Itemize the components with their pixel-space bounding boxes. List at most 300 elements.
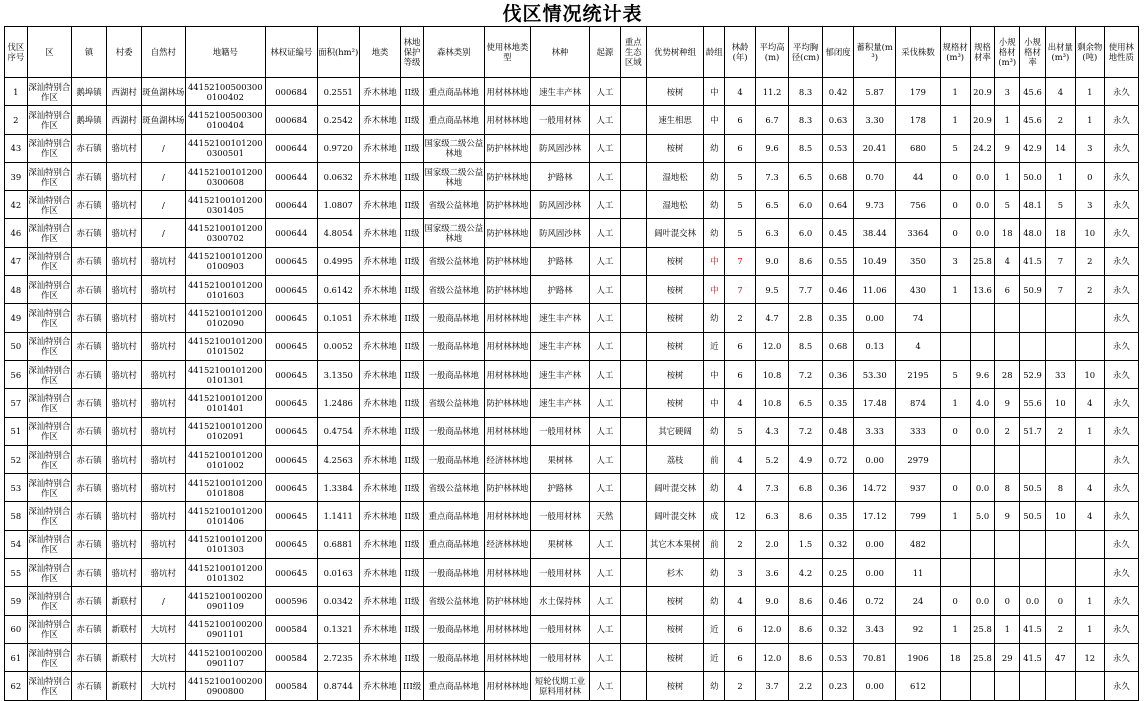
table-cell: 阔叶混交林 — [646, 219, 704, 247]
table-cell: 骆坑村 — [107, 162, 142, 190]
table-cell: 4 — [725, 445, 756, 473]
table-cell: 57 — [5, 389, 28, 417]
table-cell: 4 — [725, 389, 756, 417]
table-cell: 前 — [704, 530, 725, 558]
table-cell: 12.0 — [756, 615, 789, 643]
table-cell: / — [142, 587, 185, 615]
table-cell: 6.8 — [789, 474, 823, 502]
table-cell: 14 — [1045, 134, 1075, 162]
table-cell: 永久 — [1104, 559, 1138, 587]
table-cell — [620, 559, 646, 587]
table-cell — [995, 530, 1020, 558]
table-cell: 000645 — [266, 304, 318, 332]
table-cell: 000644 — [266, 191, 318, 219]
table-cell: 0.36 — [823, 474, 854, 502]
column-header: 林权证编号 — [266, 27, 318, 78]
table-cell: 12.0 — [756, 643, 789, 671]
table-cell: 441521001012000100903 — [185, 247, 265, 275]
column-header: 地籍号 — [185, 27, 265, 78]
table-cell: 速生丰产林 — [531, 304, 590, 332]
table-cell: 9 — [995, 134, 1020, 162]
table-cell: / — [142, 162, 185, 190]
table-cell: 一般用材林 — [531, 615, 590, 643]
table-cell: 深汕特别合作区 — [27, 417, 71, 445]
table-cell: 20.9 — [970, 106, 995, 134]
table-cell: 7.7 — [789, 276, 823, 304]
table-cell: 2979 — [896, 445, 940, 473]
table-cell: 10.8 — [756, 389, 789, 417]
table-cell: II级 — [401, 276, 424, 304]
table-cell: 5.2 — [756, 445, 789, 473]
table-cell: 4 — [725, 587, 756, 615]
table-cell: II级 — [401, 445, 424, 473]
column-header: 小规格材率 — [1020, 27, 1046, 78]
table-cell: 3.7 — [756, 672, 789, 700]
table-cell: 骆坑村 — [142, 360, 185, 388]
table-cell — [620, 106, 646, 134]
table-cell: 深汕特别合作区 — [27, 332, 71, 360]
table-cell: 0.8744 — [317, 672, 359, 700]
table-cell: 8.3 — [789, 78, 823, 106]
table-cell — [620, 304, 646, 332]
table-cell: 深汕特别合作区 — [27, 530, 71, 558]
table-row — [5, 78, 1139, 106]
table-cell: 1 — [1075, 587, 1104, 615]
table-cell: 0.00 — [854, 304, 896, 332]
table-cell: 0 — [940, 162, 970, 190]
table-cell: 一般商品林地 — [423, 360, 484, 388]
table-cell: 50.0 — [1020, 162, 1046, 190]
table-cell: 幼 — [704, 672, 725, 700]
table-cell — [620, 247, 646, 275]
table-row — [5, 559, 1139, 587]
table-cell: II级 — [401, 389, 424, 417]
table-cell: 近 — [704, 332, 725, 360]
table-cell: 6.5 — [756, 191, 789, 219]
table-cell — [970, 530, 995, 558]
table-row — [5, 276, 1139, 304]
table-cell: 骆坑村 — [107, 417, 142, 445]
table-cell: II级 — [401, 134, 424, 162]
table-cell: 0.48 — [823, 417, 854, 445]
table-cell: 骆坑村 — [107, 559, 142, 587]
table-cell — [1045, 304, 1075, 332]
table-cell: 用材林林地 — [484, 502, 530, 530]
table-cell: 人工 — [589, 643, 620, 671]
table-cell: 乔木林地 — [359, 162, 400, 190]
table-cell: 14.72 — [854, 474, 896, 502]
table-cell: 937 — [896, 474, 940, 502]
table-cell: 11.06 — [854, 276, 896, 304]
table-cell: 1 — [1075, 615, 1104, 643]
table-cell: 重点商品林地 — [423, 502, 484, 530]
table-cell: 48.0 — [1020, 219, 1046, 247]
table-cell: II级 — [401, 219, 424, 247]
table-cell: 骆坑村 — [142, 474, 185, 502]
table-cell: 680 — [896, 134, 940, 162]
table-cell: 000684 — [266, 106, 318, 134]
table-cell: 乔木林地 — [359, 219, 400, 247]
table-cell: 骆坑村 — [107, 445, 142, 473]
table-cell: 2.8 — [789, 304, 823, 332]
table-cell: 乔木林地 — [359, 559, 400, 587]
table-cell: 桉树 — [646, 304, 704, 332]
table-cell: 6 — [725, 643, 756, 671]
table-cell: 大坑村 — [142, 672, 185, 700]
table-cell: 深汕特别合作区 — [27, 389, 71, 417]
table-cell: 幼 — [704, 162, 725, 190]
table-cell: 333 — [896, 417, 940, 445]
table-cell: 用材林林地 — [484, 106, 530, 134]
table-cell: 水土保持林 — [531, 587, 590, 615]
table-cell: 深汕特别合作区 — [27, 247, 71, 275]
table-cell — [620, 445, 646, 473]
table-cell — [970, 672, 995, 700]
table-cell: 0.25 — [823, 559, 854, 587]
table-cell — [970, 559, 995, 587]
table-cell: 0.0163 — [317, 559, 359, 587]
table-row — [5, 474, 1139, 502]
table-cell: 赤石镇 — [72, 276, 107, 304]
table-cell: 骆坑村 — [142, 276, 185, 304]
table-cell: 永久 — [1104, 304, 1138, 332]
table-cell: 乔木林地 — [359, 332, 400, 360]
table-cell: 48.1 — [1020, 191, 1046, 219]
table-cell: 2 — [1075, 276, 1104, 304]
table-cell: 乔木林地 — [359, 474, 400, 502]
table-cell: 永久 — [1104, 219, 1138, 247]
column-header: 区 — [27, 27, 71, 78]
table-cell: 49 — [5, 304, 28, 332]
table-cell: 8.6 — [789, 587, 823, 615]
table-cell: 179 — [896, 78, 940, 106]
table-cell: 10 — [1075, 360, 1104, 388]
table-cell: 12 — [725, 502, 756, 530]
table-cell: 0 — [1045, 587, 1075, 615]
table-cell: 41.5 — [1020, 247, 1046, 275]
table-cell: 4.3 — [756, 417, 789, 445]
table-cell: 一般商品林地 — [423, 304, 484, 332]
table-cell — [620, 162, 646, 190]
table-cell: 永久 — [1104, 445, 1138, 473]
table-cell: 2.2 — [789, 672, 823, 700]
table-cell: 000645 — [266, 502, 318, 530]
table-cell — [1075, 530, 1104, 558]
table-cell: 幼 — [704, 417, 725, 445]
table-cell: 赤石镇 — [72, 134, 107, 162]
table-cell: 6.0 — [789, 191, 823, 219]
table-cell: 000645 — [266, 389, 318, 417]
table-cell: 一般用材林 — [531, 502, 590, 530]
table-cell: 1 — [1045, 162, 1075, 190]
table-cell — [1075, 332, 1104, 360]
table-cell: 6 — [725, 332, 756, 360]
table-cell: 1 — [940, 78, 970, 106]
table-cell: 0.2551 — [317, 78, 359, 106]
table-row — [5, 219, 1139, 247]
table-cell: 深汕特别合作区 — [27, 134, 71, 162]
table-cell: 0.0 — [970, 587, 995, 615]
table-cell — [620, 502, 646, 530]
table-cell: 3.1350 — [317, 360, 359, 388]
table-cell: 000645 — [266, 417, 318, 445]
table-cell: 9.5 — [756, 276, 789, 304]
table-cell: 9.0 — [756, 247, 789, 275]
table-cell: 国家级二级公益林地 — [423, 162, 484, 190]
table-cell: 0.45 — [823, 219, 854, 247]
table-cell: 1.2486 — [317, 389, 359, 417]
table-cell: 骆坑村 — [107, 191, 142, 219]
table-cell: 一般商品林地 — [423, 643, 484, 671]
table-cell: 赤石镇 — [72, 615, 107, 643]
table-cell: 0.00 — [854, 672, 896, 700]
table-cell: 0.9720 — [317, 134, 359, 162]
table-cell: 近 — [704, 615, 725, 643]
table-cell: 0.0 — [970, 162, 995, 190]
table-cell: 0.6142 — [317, 276, 359, 304]
table-cell: 74 — [896, 304, 940, 332]
table-cell: / — [142, 134, 185, 162]
table-cell: 18 — [940, 643, 970, 671]
table-cell: 441521001012000101603 — [185, 276, 265, 304]
table-cell: 深汕特别合作区 — [27, 559, 71, 587]
table-cell: 幼 — [704, 304, 725, 332]
table-cell: 国家级二级公益林地 — [423, 134, 484, 162]
table-cell: 防护林林地 — [484, 276, 530, 304]
table-cell: 7 — [1045, 276, 1075, 304]
table-cell: 000645 — [266, 276, 318, 304]
table-cell: 441521001012000301405 — [185, 191, 265, 219]
table-cell: 阔叶混交林 — [646, 502, 704, 530]
table-cell: 2195 — [896, 360, 940, 388]
column-header: 起源 — [589, 27, 620, 78]
column-header: 采伐株数 — [896, 27, 940, 78]
table-cell: 53.30 — [854, 360, 896, 388]
table-cell: II级 — [401, 162, 424, 190]
table-cell — [940, 445, 970, 473]
table-cell: 骆坑村 — [142, 247, 185, 275]
table-row — [5, 191, 1139, 219]
table-cell: 7 — [1045, 247, 1075, 275]
table-cell: 6.3 — [756, 219, 789, 247]
table-cell: 乔木林地 — [359, 445, 400, 473]
table-cell: 赤石镇 — [72, 304, 107, 332]
table-cell: 4.2 — [789, 559, 823, 587]
table-cell: 人工 — [589, 559, 620, 587]
table-cell: II级 — [401, 474, 424, 502]
column-header: 使用林地类型 — [484, 27, 530, 78]
table-cell: 60 — [5, 615, 28, 643]
table-cell: 41.5 — [1020, 615, 1046, 643]
table-cell: 756 — [896, 191, 940, 219]
table-cell: 1 — [1075, 106, 1104, 134]
table-cell: 用材林林地 — [484, 78, 530, 106]
table-cell: 防护林林地 — [484, 162, 530, 190]
table-cell: 赤石镇 — [72, 219, 107, 247]
table-cell: 乔木林地 — [359, 587, 400, 615]
table-cell — [620, 530, 646, 558]
table-cell: 永久 — [1104, 276, 1138, 304]
table-cell: 1.1411 — [317, 502, 359, 530]
table-cell: 赤石镇 — [72, 389, 107, 417]
table-cell: 桉树 — [646, 332, 704, 360]
table-cell: 鹅埠镇 — [72, 78, 107, 106]
table-cell: 用材林林地 — [484, 304, 530, 332]
table-cell: 441521001012000101401 — [185, 389, 265, 417]
table-cell: 骆坑村 — [107, 247, 142, 275]
table-cell: 2 — [1075, 247, 1104, 275]
table-cell: 新联村 — [107, 643, 142, 671]
table-cell: 10 — [1045, 389, 1075, 417]
table-cell: 骆坑村 — [107, 360, 142, 388]
table-cell: II级 — [401, 247, 424, 275]
table-cell: III级 — [401, 672, 424, 700]
table-cell: 11 — [896, 559, 940, 587]
table-cell: 3.6 — [756, 559, 789, 587]
table-cell: 0.0 — [970, 474, 995, 502]
table-cell: 湿地松 — [646, 162, 704, 190]
table-cell: 护路林 — [531, 162, 590, 190]
table-cell: 24.2 — [970, 134, 995, 162]
table-cell: 000645 — [266, 559, 318, 587]
forest-area-table — [4, 26, 1139, 701]
table-cell: 50 — [5, 332, 28, 360]
table-cell: 速生丰产林 — [531, 389, 590, 417]
table-cell: 赤石镇 — [72, 559, 107, 587]
table-cell — [620, 332, 646, 360]
table-cell: 人工 — [589, 191, 620, 219]
column-header: 林种 — [531, 27, 590, 78]
table-cell: 乔木林地 — [359, 134, 400, 162]
table-cell: 17.12 — [854, 502, 896, 530]
table-row — [5, 134, 1139, 162]
table-cell: 8.6 — [789, 643, 823, 671]
table-cell: 人工 — [589, 672, 620, 700]
table-cell: 幼 — [704, 474, 725, 502]
table-cell: 永久 — [1104, 643, 1138, 671]
table-cell: 4.9 — [789, 445, 823, 473]
table-cell: 深汕特别合作区 — [27, 474, 71, 502]
table-cell: 000645 — [266, 445, 318, 473]
table-cell: 4.8054 — [317, 219, 359, 247]
column-header: 林地保护等级 — [401, 27, 424, 78]
table-cell: 0.70 — [854, 162, 896, 190]
table-cell: 人工 — [589, 304, 620, 332]
table-row — [5, 417, 1139, 445]
table-cell — [1020, 559, 1046, 587]
table-cell: 骆坑村 — [142, 559, 185, 587]
table-cell: 人工 — [589, 587, 620, 615]
table-cell: 441521001012000102090 — [185, 304, 265, 332]
table-cell: 0.35 — [823, 389, 854, 417]
table-row — [5, 304, 1139, 332]
column-header: 小规格材(m³) — [995, 27, 1020, 78]
table-cell: 骆坑村 — [107, 219, 142, 247]
table-cell: 深汕特别合作区 — [27, 587, 71, 615]
table-cell: 乔木林地 — [359, 276, 400, 304]
table-cell — [1075, 672, 1104, 700]
column-header: 剩余物(吨) — [1075, 27, 1104, 78]
table-cell: 441521001002000901109 — [185, 587, 265, 615]
table-cell: 国家级二级公益林地 — [423, 219, 484, 247]
table-cell: 防护林林地 — [484, 247, 530, 275]
table-cell: 4.0 — [970, 389, 995, 417]
table-cell — [620, 615, 646, 643]
table-cell: 9 — [995, 502, 1020, 530]
table-cell: 1 — [940, 615, 970, 643]
table-cell: 441521001012000101502 — [185, 332, 265, 360]
table-cell: 4 — [1075, 389, 1104, 417]
column-header: 龄组 — [704, 27, 725, 78]
table-cell: II级 — [401, 530, 424, 558]
table-cell: 441521001012000101808 — [185, 474, 265, 502]
table-cell: 赤石镇 — [72, 643, 107, 671]
table-cell: 中 — [704, 106, 725, 134]
table-cell: 用材林林地 — [484, 360, 530, 388]
table-cell: 骆坑村 — [107, 332, 142, 360]
table-cell: 重点商品林地 — [423, 78, 484, 106]
table-cell: 骆坑村 — [107, 502, 142, 530]
table-cell — [620, 474, 646, 502]
table-cell: 骆坑村 — [107, 276, 142, 304]
table-cell: 骆坑村 — [107, 304, 142, 332]
table-cell: 重点商品林地 — [423, 672, 484, 700]
table-cell: 0.35 — [823, 502, 854, 530]
table-cell: 人工 — [589, 417, 620, 445]
table-cell: 深汕特别合作区 — [27, 304, 71, 332]
table-cell: 永久 — [1104, 389, 1138, 417]
table-cell: II级 — [401, 615, 424, 643]
table-cell: 永久 — [1104, 247, 1138, 275]
table-cell: 骆坑村 — [142, 445, 185, 473]
table-cell: 43 — [5, 134, 28, 162]
table-cell: 骆坑村 — [142, 389, 185, 417]
table-row — [5, 502, 1139, 530]
table-cell: 1 — [1075, 78, 1104, 106]
table-cell: / — [142, 191, 185, 219]
table-cell: 中 — [704, 276, 725, 304]
table-cell: 深汕特别合作区 — [27, 78, 71, 106]
table-cell: 47 — [5, 247, 28, 275]
table-cell: 人工 — [589, 219, 620, 247]
table-cell: 000645 — [266, 360, 318, 388]
table-cell: 骆坑村 — [107, 530, 142, 558]
table-cell: 0 — [940, 474, 970, 502]
table-cell: 用材林林地 — [484, 332, 530, 360]
table-cell: 13.6 — [970, 276, 995, 304]
table-row — [5, 587, 1139, 615]
table-cell: 0.32 — [823, 615, 854, 643]
table-cell — [620, 134, 646, 162]
table-cell: 45.6 — [1020, 78, 1046, 106]
table-cell — [1020, 530, 1046, 558]
table-cell: 0 — [940, 219, 970, 247]
table-cell — [1075, 304, 1104, 332]
table-cell: 赤石镇 — [72, 502, 107, 530]
table-cell: 2 — [725, 672, 756, 700]
table-cell: 湿地松 — [646, 191, 704, 219]
table-cell: 0.53 — [823, 134, 854, 162]
table-cell — [1020, 304, 1046, 332]
table-cell — [970, 304, 995, 332]
table-cell: 50.5 — [1020, 502, 1046, 530]
table-row — [5, 445, 1139, 473]
table-cell: 5 — [725, 191, 756, 219]
table-cell: 大坑村 — [142, 643, 185, 671]
table-cell — [620, 643, 646, 671]
table-cell: 4 — [1075, 474, 1104, 502]
table-cell: 000584 — [266, 643, 318, 671]
